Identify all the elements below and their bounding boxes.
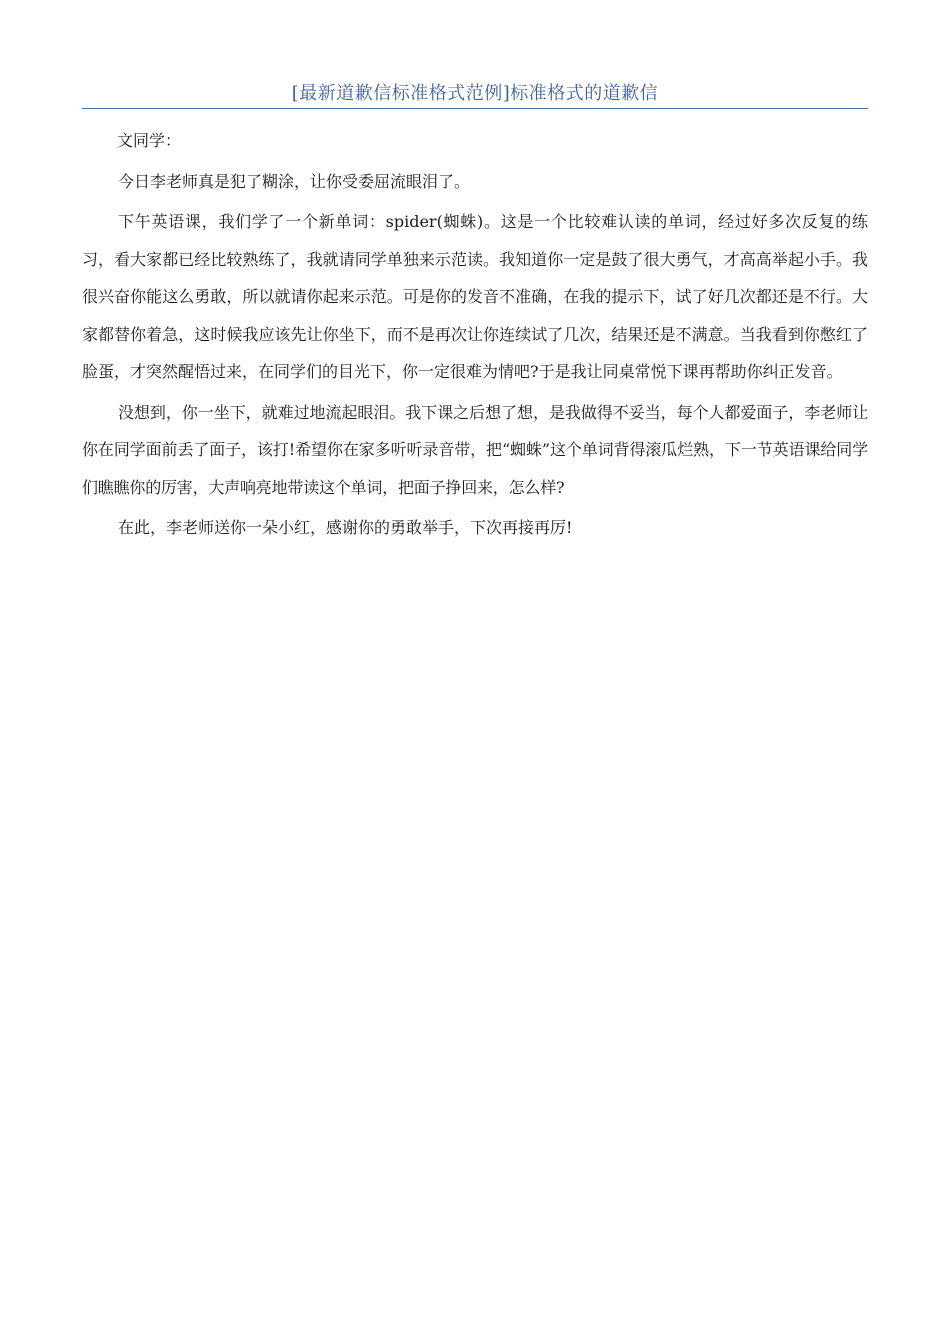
letter-paragraph-1: 今日李老师真是犯了糊涂，让你受委屈流眼泪了。	[118, 171, 471, 191]
letter-greeting: 文同学：	[117, 131, 182, 150]
letter-paragraph-4: 在此，李老师送你一朵小红，感谢你的勇敢举手，下次再接再厉!	[118, 518, 573, 537]
document-title: [最新道歉信标准格式范例]标准格式的道歉信	[291, 83, 659, 104]
letter-body	[82, 122, 868, 550]
letter-paragraph-3: 没想到，你一坐下，就难过地流起眼泪。我下课之后想了想，是我做得不妥当，每个人都爱面子，李老师让你在同学面前丢了面子，该打!希望你在家多听听录音带，把“蜘蛛”这个单词背得滚瓜烂熟，下一节英语课给同学们瞧瞧你的厉害，大声响亮地带读这个单词，把面子挣回来，怎么样?	[82, 402, 868, 497]
letter-paragraph-2: 下午英语课，我们学了一个新单词：spider(蜘蛛)。这是一个比较难认读的单词，经过好多次反复的练习，看大家都已经比较熟练了，我就请同学单独来示范读。我知道你一定是鼓了很大勇气，才高高举起小手。我很兴奋你能这么勇敢，所以就请你起来示范。可是你的发音不准确，在我的提示下，试了好几次都还是不行。大家都替你着急，这时候我应该先让你坐下，而不是再次让你连续试了几次，结果还是不满意。当我看到你憋红了脸蛋，才突然醒悟过来，在同学们的目光下，你一定很难为情吧?于是我让同桌常悦下课再帮助你纠正发音。	[82, 212, 868, 381]
page-header	[82, 82, 868, 109]
